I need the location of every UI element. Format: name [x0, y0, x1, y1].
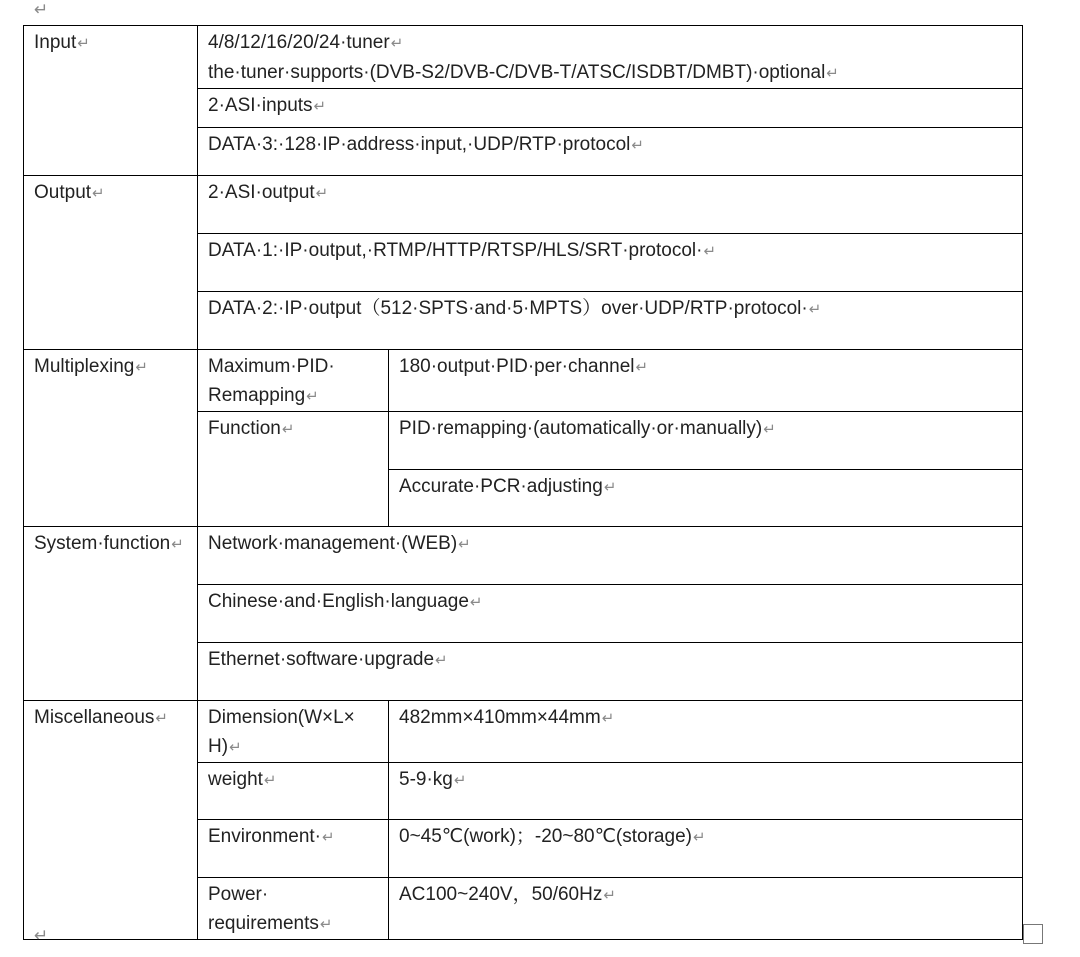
function-label-cell: [198, 412, 389, 527]
cell-end-mark: ↵: [469, 594, 483, 611]
cell-end-mark: ↵: [322, 829, 335, 846]
input-asi: 2·ASI·inputs: [208, 95, 313, 116]
output-asi-cell: [198, 176, 1023, 234]
function-value-2: Accurate·PCR·adjusting: [399, 476, 603, 497]
dimension-label-2: H): [208, 736, 229, 757]
cell-end-mark: ↵: [692, 829, 706, 846]
table-row: [24, 176, 1023, 234]
max-pid-label-cell: [198, 350, 389, 412]
system-function-label: System·function: [34, 533, 171, 554]
power-label-2: requirements: [208, 913, 319, 934]
environment-label: Environment·: [208, 826, 321, 847]
cell-end-mark: ↵: [229, 739, 242, 756]
language-support: Chinese·and·English·language: [208, 591, 469, 612]
cell-end-mark: ↵: [435, 652, 448, 669]
output-data2-cell: [198, 292, 1023, 350]
cell-end-mark: ↵: [390, 35, 404, 52]
function-label: Function: [208, 418, 281, 439]
power-value-cell: [389, 878, 1023, 940]
power-value: AC100~240V，50/60Hz: [399, 884, 603, 905]
cell-end-mark: ↵: [703, 243, 717, 260]
cell-end-mark: ↵: [826, 65, 839, 82]
spec-table: [23, 25, 1023, 940]
cell-end-mark: ↵: [171, 536, 184, 553]
table-row: [24, 26, 1023, 89]
input-asi-cell: [198, 89, 1023, 128]
input-data3: DATA·3:·128·IP·address·input,·UDP/RTP·protocol: [208, 134, 631, 155]
output-data1: DATA·1:·IP·output,·RTMP/HTTP/RTSP/HLS/SRT·protocol·: [208, 240, 703, 261]
multiplexing-label: Multiplexing: [34, 356, 135, 377]
language-cell: [198, 585, 1023, 643]
output-label: Output: [34, 182, 92, 203]
table-row: [24, 527, 1023, 585]
upgrade-cell: [198, 643, 1023, 701]
cell-end-mark: ↵: [319, 916, 333, 933]
max-pid-label-2: Remapping: [208, 385, 306, 406]
weight-value-cell: [389, 763, 1023, 820]
weight-label: weight: [208, 769, 263, 790]
input-tuner-line2: the·tuner·supports·(DVB-S2/DVB-C/DVB-T/ATSC/ISDBT/DMBT)·optional: [208, 62, 826, 83]
network-management: Network·management·(WEB): [208, 533, 458, 554]
dimension-value-cell: [389, 701, 1023, 763]
cell-end-mark: ↵: [155, 710, 168, 727]
table-row: [24, 350, 1023, 412]
max-pid-label-1: Maximum·PID·: [208, 356, 335, 377]
weight-value: 5-9·kg: [399, 769, 453, 790]
environment-value: 0~45℃(work)；-20~80℃(storage): [399, 826, 692, 847]
input-data3-cell: [198, 128, 1023, 176]
dimension-label-cell: [198, 701, 389, 763]
cell-end-mark: ↵: [458, 536, 471, 553]
table-resize-handle[interactable]: [1023, 924, 1043, 944]
cell-end-mark: ↵: [315, 185, 329, 202]
miscellaneous-label-cell: [24, 701, 198, 940]
cell-end-mark: ↵: [77, 35, 90, 52]
cell-end-mark: ↵: [313, 98, 327, 115]
input-label-cell: [24, 26, 198, 176]
max-pid-value-cell: [389, 350, 1023, 412]
input-tuner-line1: 4/8/12/16/20/24·tuner: [208, 32, 390, 53]
power-label-1: Power·: [208, 884, 269, 905]
network-cell: [198, 527, 1023, 585]
multiplexing-label-cell: [24, 350, 198, 527]
cell-end-mark: ↵: [601, 710, 615, 727]
cell-end-mark: ↵: [281, 421, 295, 438]
dimension-value: 482mm×410mm×44mm: [399, 707, 601, 728]
cell-end-mark: ↵: [603, 887, 616, 904]
max-pid-value: 180·output·PID·per·channel: [399, 356, 635, 377]
output-data1-cell: [198, 234, 1023, 292]
output-label-cell: [24, 176, 198, 350]
function-value-1: PID·remapping·(automatically·or·manually): [399, 418, 763, 439]
cell-end-mark: ↵: [763, 421, 776, 438]
environment-value-cell: [389, 820, 1023, 878]
output-asi: 2·ASI·output: [208, 182, 315, 203]
function-value-1-cell: [389, 412, 1023, 470]
cell-end-mark: ↵: [808, 301, 822, 318]
input-tuner-cell: [198, 26, 1023, 89]
cell-end-mark: ↵: [603, 479, 617, 496]
output-data2: DATA·2:·IP·output（512·SPTS·and·5·MPTS）over·UDP/RTP·protocol·: [208, 298, 808, 319]
software-upgrade: Ethernet·software·upgrade: [208, 649, 435, 670]
input-label: Input: [34, 32, 77, 53]
dimension-label-1: Dimension(W×L×: [208, 707, 355, 728]
table-row: [24, 701, 1023, 763]
weight-label-cell: [198, 763, 389, 820]
cell-end-mark: ↵: [635, 359, 649, 376]
cell-end-mark: ↵: [631, 137, 644, 154]
system-function-label-cell: [24, 527, 198, 701]
paragraph-mark-bottom: ↵: [34, 926, 49, 945]
cell-end-mark: ↵: [92, 185, 105, 202]
function-value-2-cell: [389, 470, 1023, 527]
paragraph-mark-top: ↵: [34, 0, 49, 19]
environment-label-cell: [198, 820, 389, 878]
miscellaneous-label: Miscellaneous: [34, 707, 155, 728]
cell-end-mark: ↵: [453, 772, 467, 789]
cell-end-mark: ↵: [263, 772, 277, 789]
cell-end-mark: ↵: [306, 388, 319, 405]
cell-end-mark: ↵: [135, 359, 148, 376]
power-label-cell: [198, 878, 389, 940]
